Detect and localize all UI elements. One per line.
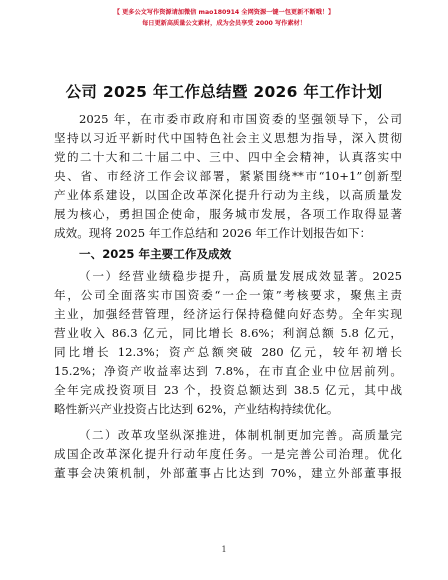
para1-line-1: 2025 年，在市委市政府和市国资委的坚强领导下，公司 bbox=[79, 112, 402, 126]
document-title: 公司 2025 年工作总结暨 2026 年工作计划 bbox=[65, 83, 383, 101]
para3-line-1: （二）改革攻坚纵深推进，体制机制更加完善。高质量完 bbox=[79, 428, 402, 442]
para1-line-4: 央、省、市经济工作会议部署，紧紧围绕**市“10+1”创新型 bbox=[54, 169, 402, 183]
para1-line-3: 党的二十大和二十届二中、三中、四中全会精神，认真落实中 bbox=[54, 150, 402, 164]
para2-line-2: 年，公司全面落实市国资委“一企一策”考核要求，聚焦主责 bbox=[54, 288, 402, 302]
para2-line-4: 营业收入 86.3 亿元，同比增长 8.6%；利润总额 5.8 亿元， bbox=[54, 326, 402, 340]
para1-line-2: 坚持以习近平新时代中国特色社会主义思想为指导，深入贯彻 bbox=[54, 131, 402, 145]
para2-line-5: 同比增长 12.3%；资产总额突破 280 亿元，较年初增长 bbox=[54, 345, 402, 359]
para3-line-2: 成国企改革深化提升行动年度任务。一是完善公司治理。优化 bbox=[54, 447, 402, 461]
para2-line-1: （一）经营业绩稳步提升，高质量发展成效显著。2025 bbox=[79, 269, 402, 283]
para3-line-3: 董事会决策机制，外部董事占比达到 70%，建立外部董事报 bbox=[54, 466, 402, 480]
page-number: 1 bbox=[221, 545, 227, 554]
para2-line-3: 主业，加强经营管理，经济运行保持稳健向好态势。全年实现 bbox=[54, 307, 402, 321]
promo-banner-line-2: 每日更新高质量公文素材，成为会员享受 2000 写作素材！ bbox=[142, 20, 306, 27]
para1-line-7: 成效。现将 2025 年工作总结和 2026 年工作计划报告如下： bbox=[54, 226, 372, 240]
para2-line-7: 全年完成投资项目 23 个，投资总额达到 38.5 亿元，其中战 bbox=[54, 383, 402, 397]
para1-line-6: 展为核心，勇担国企使命，服务城市发展，各项工作取得显著 bbox=[54, 207, 402, 221]
para1-line-5: 产业体系建设，以国企改革深化提升行动为主线，以高质量发 bbox=[54, 188, 402, 202]
section-heading-1: 一、2025 年主要工作及成效 bbox=[79, 247, 232, 261]
promo-banner-line-1: 【 更多公文写作资源请加微信 mao180914 全网资源一键一包更新不断哦！】 bbox=[113, 9, 335, 16]
para2-line-8: 略性新兴产业投资占比达到 62%，产业结构持续优化。 bbox=[54, 402, 339, 416]
para2-line-6: 15.2%；净资产收益率达到 7.8%，在市直企业中位居前列。 bbox=[54, 364, 402, 378]
